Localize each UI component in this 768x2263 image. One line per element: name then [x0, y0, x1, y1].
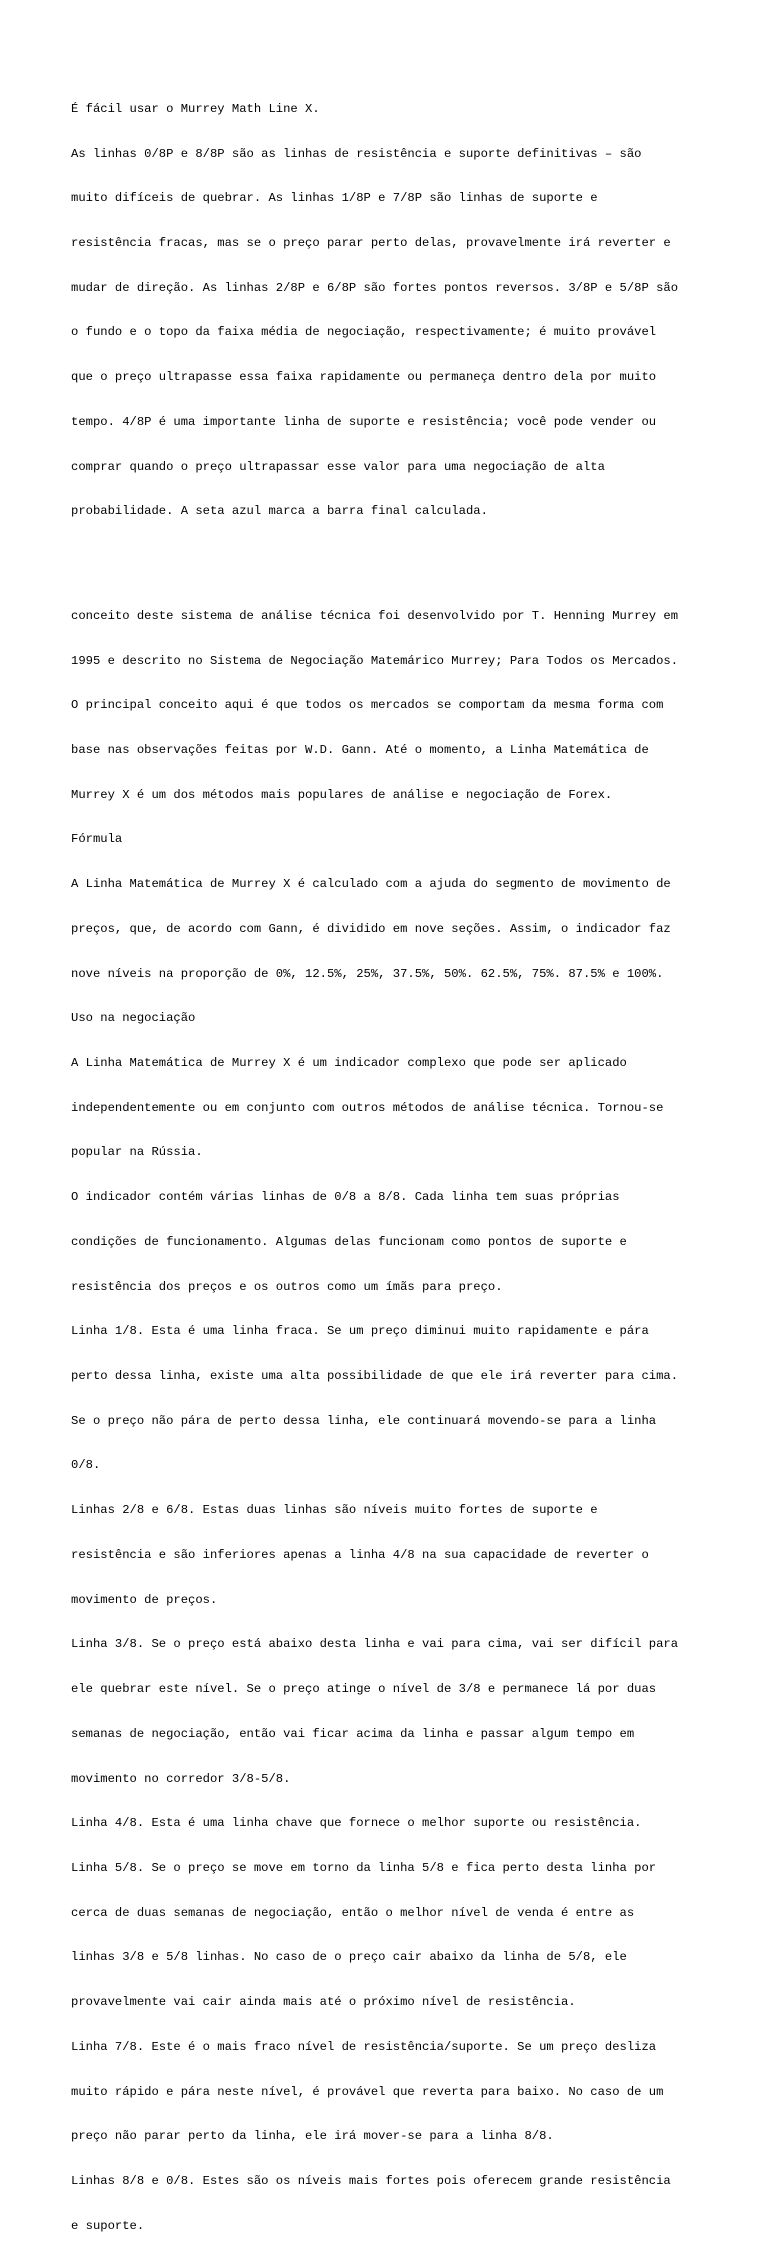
- text-line: preços, que, de acordo com Gann, é dividido em nove seções. Assim, o indicador faz: [71, 921, 671, 936]
- text-line: ele quebrar este nível. Se o preço atinge o nível de 3/8 e permanece lá por duas: [71, 1682, 657, 1697]
- text-line: Linha 4/8. Esta é uma linha chave que fornece o melhor suporte ou resistência.: [71, 1816, 642, 1831]
- text-line: A Linha Matemática de Murrey X é calculado com a ajuda do segmento de movimento de: [71, 877, 671, 892]
- text-line: preço não parar perto da linha, ele irá mover-se para a linha 8/8.: [71, 2129, 554, 2144]
- text-line: perto dessa linha, existe uma alta possibilidade de que ele irá reverter para cima.: [71, 1369, 679, 1384]
- text-line: o fundo e o topo da faixa média de negociação, respectivamente; é muito provável: [71, 325, 657, 340]
- text-line: conceito deste sistema de análise técnica foi desenvolvido por T. Henning Murrey em: [71, 608, 679, 623]
- text-line: 0/8.: [71, 1458, 101, 1473]
- text-line: base nas observações feitas por W.D. Gann. Até o momento, a Linha Matemática de: [71, 742, 649, 757]
- text-line: tempo. 4/8P é uma importante linha de suporte e resistência; você pode vender ou: [71, 414, 657, 429]
- text-line: probabilidade. A seta azul marca a barra final calculada.: [71, 504, 488, 519]
- text-line: que o preço ultrapasse essa faixa rapidamente ou permaneça dentro dela por muito: [71, 370, 657, 385]
- text-line: movimento de preços.: [71, 1592, 218, 1607]
- text-line: Linhas 2/8 e 6/8. Estas duas linhas são níveis muito fortes de suporte e: [71, 1503, 598, 1518]
- text-line: comprar quando o preço ultrapassar esse valor para uma negociação de alta: [71, 459, 605, 474]
- body-paragraph: [71, 579, 711, 2263]
- text-line: cerca de duas semanas de negociação, então o melhor nível de venda é entre as: [71, 1905, 635, 1920]
- text-line: nove níveis na proporção de 0%, 12.5%, 25%, 37.5%, 50%. 62.5%, 75%. 87.5% e 100%.: [71, 966, 664, 981]
- text-line: resistência dos preços e os outros como um ímãs para preço.: [71, 1279, 503, 1294]
- text-line: e suporte.: [71, 2218, 145, 2233]
- text-line: mudar de direção. As linhas 2/8P e 6/8P são fortes pontos reversos. 3/8P e 5/8P são: [71, 280, 679, 295]
- text-line: independentemente ou em conjunto com outros métodos de análise técnica. Tornou-se: [71, 1100, 664, 1115]
- text-line: provavelmente vai cair ainda mais até o próximo nível de resistência.: [71, 1995, 576, 2010]
- text-line: condições de funcionamento. Algumas delas funcionam como pontos de suporte e: [71, 1234, 627, 1249]
- text-line: movimento no corredor 3/8-5/8.: [71, 1771, 291, 1786]
- text-line: As linhas 0/8P e 8/8P são as linhas de resistência e suporte definitivas – são: [71, 146, 642, 161]
- section-heading-usage: Uso na negociação: [71, 1011, 196, 1026]
- text-line: linhas 3/8 e 5/8 linhas. No caso de o preço cair abaixo da linha de 5/8, ele: [71, 1950, 627, 1965]
- text-line: É fácil usar o Murrey Math Line X.: [71, 101, 320, 116]
- text-line: resistência fracas, mas se o preço parar perto delas, provavelmente irá reverter e: [71, 235, 671, 250]
- section-heading-formula: Fórmula: [71, 832, 123, 847]
- text-line: popular na Rússia.: [71, 1145, 203, 1160]
- text-line: O principal conceito aqui é que todos os mercados se comportam da mesma forma com: [71, 698, 664, 713]
- text-line: A Linha Matemática de Murrey X é um indicador complexo que pode ser aplicado: [71, 1056, 627, 1070]
- text-line: Murrey X é um dos métodos mais populares de análise e negociação de Forex.: [71, 787, 613, 802]
- document-page: [71, 72, 711, 2263]
- text-line: Linha 5/8. Se o preço se move em torno da linha 5/8 e fica perto desta linha por: [71, 1860, 657, 1875]
- text-line: O indicador contém várias linhas de 0/8 a 8/8. Cada linha tem suas próprias: [71, 1190, 620, 1205]
- text-line: Linha 3/8. Se o preço está abaixo desta linha e vai para cima, vai ser difícil para: [71, 1637, 679, 1652]
- text-line: Linhas 8/8 e 0/8. Estes são os níveis mais fortes pois oferecem grande resistência: [71, 2173, 671, 2188]
- text-line: Linha 7/8. Este é o mais fraco nível de resistência/suporte. Se um preço desliza: [71, 2039, 657, 2054]
- paragraph-gap: [71, 549, 711, 579]
- text-line: 1995 e descrito no Sistema de Negociação Matemárico Murrey; Para Todos os Mercados.: [71, 653, 679, 668]
- text-line: muito rápido e pára neste nível, é provável que reverta para baixo. No caso de um: [71, 2084, 664, 2099]
- intro-paragraph: [71, 72, 711, 549]
- text-line: Linha 1/8. Esta é uma linha fraca. Se um preço diminui muito rapidamente e pára: [71, 1324, 649, 1339]
- text-line: Se o preço não pára de perto dessa linha, ele continuará movendo-se para a linha: [71, 1413, 657, 1428]
- text-line: semanas de negociação, então vai ficar acima da linha e passar algum tempo em: [71, 1726, 635, 1741]
- text-line: muito difíceis de quebrar. As linhas 1/8P e 7/8P são linhas de suporte e: [71, 191, 598, 206]
- text-line: resistência e são inferiores apenas a linha 4/8 na sua capacidade de reverter o: [71, 1547, 649, 1562]
